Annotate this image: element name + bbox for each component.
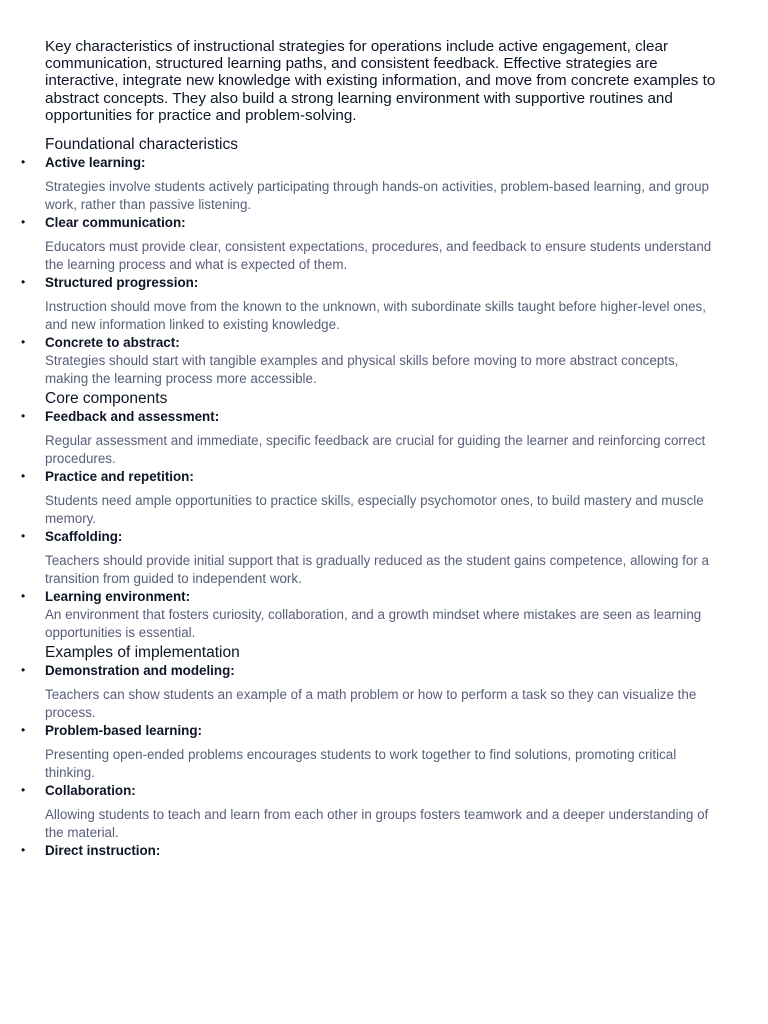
- bullet: •: [21, 529, 26, 544]
- list-item: [0, 662, 768, 722]
- item-description: Allowing students to teach and learn from each other in groups fosters teamwork and a deeper understanding of the material.: [45, 807, 709, 841]
- section-heading: Core components: [45, 390, 168, 408]
- list-item: [0, 842, 768, 859]
- list-item: [0, 408, 768, 468]
- item-term: Demonstration and modeling:: [45, 663, 235, 679]
- item-description: Regular assessment and immediate, specific feedback are crucial for guiding the learner and reinforcing correct procedures.: [45, 433, 706, 467]
- item-term: Active learning:: [45, 155, 146, 171]
- bullet: •: [21, 469, 26, 484]
- bullet: •: [21, 723, 26, 738]
- section-heading: Examples of implementation: [45, 644, 240, 662]
- bullet: •: [21, 783, 26, 798]
- item-description: Instruction should move from the known to the unknown, with subordinate skills taught before higher-level ones, and new information linked to existing knowledge.: [45, 299, 706, 333]
- item-term: Feedback and assessment:: [45, 409, 220, 425]
- item-description: Teachers can show students an example of a math problem or how to perform a task so they can visualize the process.: [45, 687, 697, 721]
- item-term: Structured progression:: [45, 275, 199, 291]
- list-item: [0, 154, 768, 214]
- section-core-components: [0, 390, 768, 642]
- list-item: [0, 468, 768, 528]
- item-description: Teachers should provide initial support that is gradually reduced as the student gains competence, allowing for a transition from guided to independent work.: [45, 553, 709, 587]
- list-item: [0, 334, 768, 388]
- bullet: •: [21, 663, 26, 678]
- list-item: [0, 528, 768, 588]
- bullet: •: [21, 335, 26, 350]
- item-description: Strategies involve students actively participating through hands-on activities, problem-based learning, and group work, rather than passive listening.: [45, 179, 709, 213]
- bullet: •: [21, 843, 26, 858]
- item-description: Students need ample opportunities to practice skills, especially psychomotor ones, to build mastery and muscle memory.: [45, 493, 704, 527]
- list-item: [0, 722, 768, 782]
- list-item: [0, 588, 768, 642]
- bullet: •: [21, 409, 26, 424]
- bullet: •: [21, 215, 26, 230]
- section-list: [0, 154, 768, 388]
- item-description: Presenting open-ended problems encourages students to work together to find solutions, promoting critical thinking.: [45, 747, 677, 781]
- bullet: •: [21, 275, 26, 290]
- item-term: Clear communication:: [45, 215, 186, 231]
- item-term: Concrete to abstract:: [45, 335, 180, 351]
- item-description: Strategies should start with tangible examples and physical skills before moving to more abstract concepts, making the learning process more accessible.: [45, 353, 679, 387]
- list-item: [0, 782, 768, 842]
- item-description: Educators must provide clear, consistent expectations, procedures, and feedback to ensure students understand the learning process and what is expected of them.: [45, 239, 712, 273]
- section-list: [0, 662, 768, 859]
- item-term: Problem-based learning:: [45, 723, 202, 739]
- section-examples: [0, 644, 768, 859]
- item-term: Practice and repetition:: [45, 469, 194, 485]
- bullet: •: [21, 589, 26, 604]
- item-term: Learning environment:: [45, 589, 191, 605]
- bullet: •: [21, 155, 26, 170]
- item-term: Scaffolding:: [45, 529, 123, 545]
- section-heading: Foundational characteristics: [45, 136, 238, 154]
- list-item: [0, 274, 768, 334]
- item-description: An environment that fosters curiosity, collaboration, and a growth mindset where mistakes are seen as learning opportunities is essential.: [45, 607, 702, 641]
- list-item: [0, 214, 768, 274]
- item-term: Direct instruction:: [45, 843, 161, 859]
- section-list: [0, 408, 768, 642]
- item-term: Collaboration:: [45, 783, 136, 799]
- intro-paragraph: Key characteristics of instructional strategies for operations include active engagement, clear communication, structured learning paths, and consistent feedback. Effective strategies are interactive, integrate new knowledge with existing information, and move from concrete examples to abstract concepts. They also build a strong learning environment with supportive routines and opportunities for practice and problem-solving.: [45, 38, 716, 124]
- section-foundational: [0, 136, 768, 388]
